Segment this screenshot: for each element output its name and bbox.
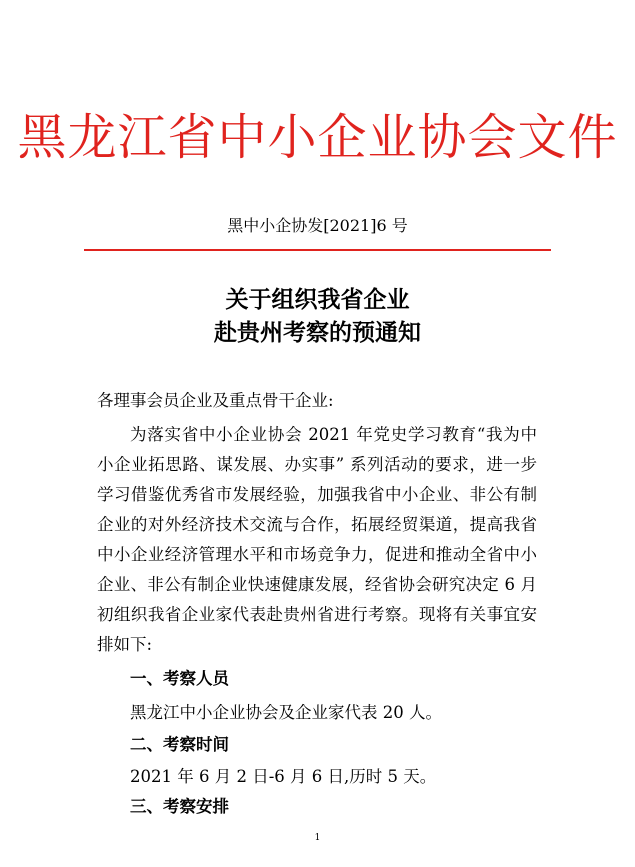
section-2-heading: 二、考察时间: [130, 735, 229, 754]
body-paragraph: 为落实省中小企业协会 2021 年党史学习教育“我为中小企业拓思路、谋发展、办实事” 系列活动的要求，进一步学习借鉴优秀省市发展经验，加强我省中小企业、非公有制企业的对外经济技术交流与合作，拓展经贸渠道，提高我省中小企业经济管理水平和市场竞争力，促进和推动全省中小企业、非公有制企业快速健康发展，经省协会研究决定 6 月初组织我省企业家代表赴贵州省进行考察。现将有关事宜安排如下:: [97, 425, 537, 654]
section-3-heading: 三、考察安排: [130, 797, 229, 816]
notice-title: [0, 284, 635, 350]
notice-title-line-1: 关于组织我省企业: [225, 287, 410, 313]
header-divider-line: [84, 249, 551, 251]
section-1-content: 黑龙江中小企业协会及企业家代表 20 人。: [130, 703, 442, 722]
page-number: 1: [314, 833, 321, 843]
salutation: 各理事会员企业及重点骨干企业:: [97, 391, 334, 410]
notice-title-line-2: 赴贵州考察的预通知: [214, 320, 421, 346]
document-number: 黑中小企协发[2021]6 号: [227, 216, 408, 235]
section-2-content: 2021 年 6 月 2 日-6 月 6 日,历时 5 天。: [130, 767, 437, 786]
document-header-title: 黑龙江省中小企业协会文件: [17, 109, 618, 166]
section-1-heading: 一、考察人员: [130, 669, 229, 688]
